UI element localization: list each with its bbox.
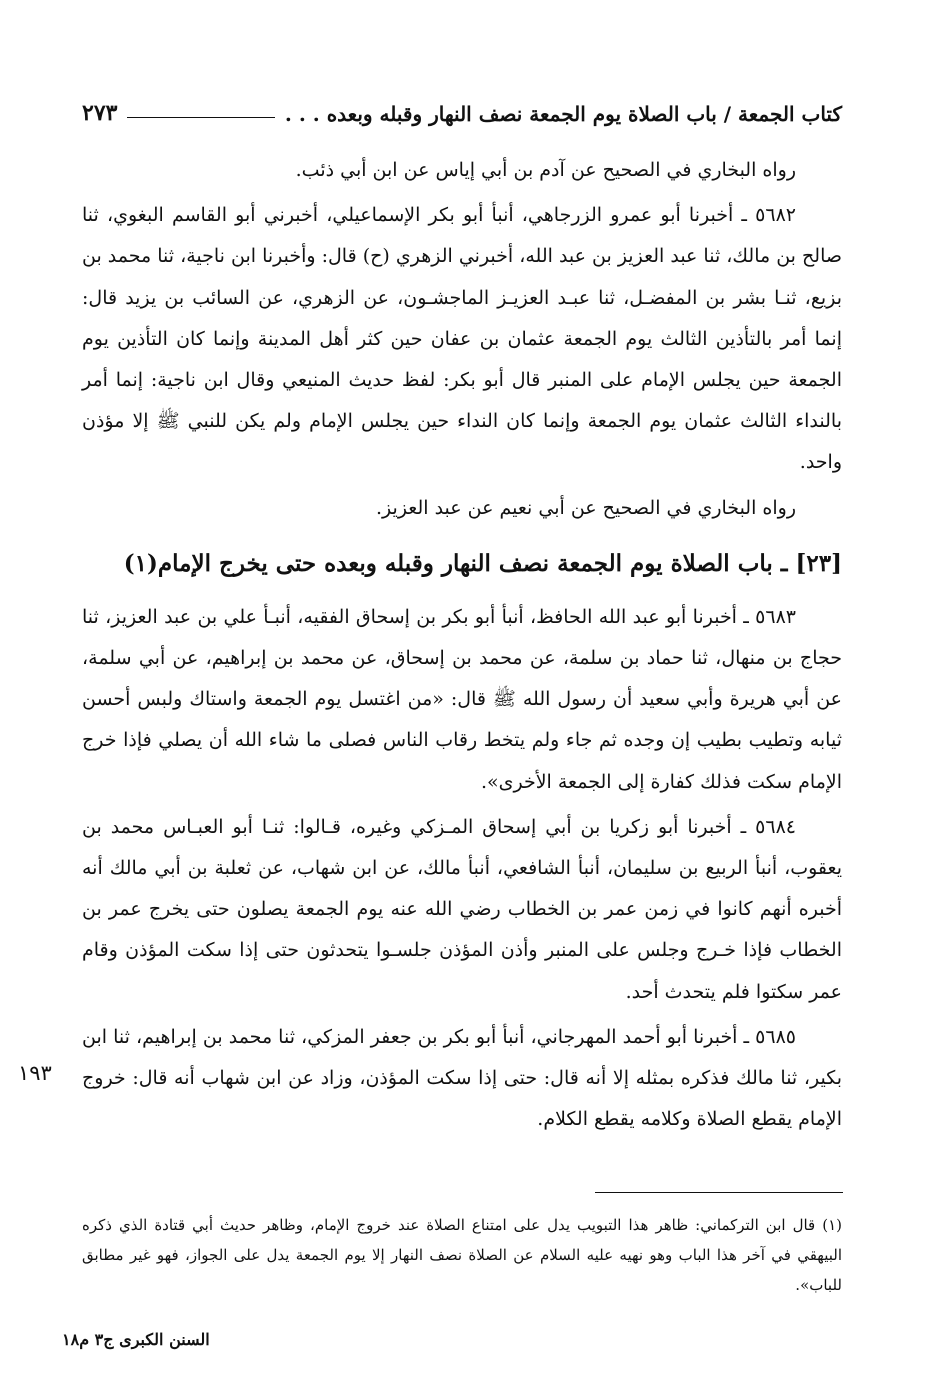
page-number: ٢٧٣ (82, 100, 118, 126)
paragraph-narration-1: رواه البخاري في الصحيح عن آدم بن أبي إياس عن ابن أبي ذئب. (295, 159, 796, 181)
chapter-heading: [٢٣] ـ باب الصلاة يوم الجمعة نصف النهار وقبله وبعده حتى يخرج الإمام(١) (123, 549, 842, 577)
margin-page-reference: ١٩٣ (18, 1061, 52, 1085)
footnote-divider (595, 1192, 843, 1193)
running-title: كتاب الجمعة / باب الصلاة يوم الجمعة نصف النهار وقبله وبعده . . . (284, 102, 842, 126)
paragraph-hadith-5685: ٥٦٨٥ ـ أخبرنا أبو أحمد المهرجاني، أنبأ أبو بكر بن جعفر المزكي، ثنا محمد بن إبراهيم، ثنا ابن بكير، ثنا مالك فذكره بمثله إلا أنه قال: حتى إذا سكت المؤذن، وزاد عن ابن شهاب أنه قال: خروج الإمام يقطع الصلاة وكلامه يقطع الكلام. (82, 1025, 842, 1131)
paragraph-hadith-5683: ٥٦٨٣ ـ أخبرنا أبو عبد الله الحافظ، أنبأ أبو بكر بن إسحاق الفقيه، أنبـأ علي بن عبد العزيز، ثنا حجاج بن منهال، ثنا حماد بن سلمة، عن محمد بن إسحاق، عن محمد بن إبراهيم، عن أبي سلمة، عن أبي هريرة وأبي سعيد أن رسول الله ﷺ قال: «من اغتسل يوم الجمعة واستاك ولبس أحسن ثيابه وتطيب بطيب إن وجده ثم جاء ولم يتخط رقاب الناس فصلى ما شاء الله أن يصلي فإذا خرج الإمام سكت فذلك كفارة إلى الجمعة الأخرى». (82, 605, 842, 793)
paragraph-hadith-5682: ٥٦٨٢ ـ أخبرنا أبو عمرو الزرجاهي، أنبأ أبو بكر الإسماعيلي، أخبرني أبو القاسم البغوي، ثنا صالح بن مالك، ثنا عبد العزيز بن عبد الله، أخبرني الزهري (ح) قال: وأخبرنا ابن ناجية، ثنا محمد بن بزيع، ثنـا بشر بن المفضـل، ثنا عبـد العزيـز الماجشـون، عن الزهري، عن السائب بن يزيد قال: إنما أمر بالتأذين الثالث يوم الجمعة عثمان بن عفان حين كثر أهل المدينة وإنما كان التأذين يوم الجمعة حين يجلس الإمام على المنبر قال أبو بكر: لفظ حديث المنيعي وقال ابن ناجية: إنما أمر بالنداء الثالث عثمان يوم الجمعة وإنما كان النداء حين يجلس الإمام ولم يكن للنبي ﷺ إلا مؤذن واحد. (82, 204, 842, 474)
header-rule (127, 117, 274, 118)
footnote-text: (١) قال ابن التركماني: ظاهر هذا التبويب يدل على امتناع الصلاة عند خروج الإمام، وظاهر حديث أبي قتادة الذي ذكره البيهقي في آخر هذا الباب وهو نهيه عليه السلام عن الصلاة نصف النهار إلا يوم الجمعة يدل على الجواز، فهو غير مطابق للباب». (82, 1216, 842, 1294)
footnote (82, 1210, 842, 1300)
page-header (82, 92, 842, 126)
paragraph-narration-2: رواه البخاري في الصحيح عن أبي نعيم عن عبد العزيز. (376, 496, 796, 519)
printer-signature: السنن الكبرى ج٣ م١٨ (62, 1330, 210, 1349)
paragraph-hadith-5684: ٥٦٨٤ ـ أخبرنا أبو زكريا بن أبي إسحاق المـزكي وغيره، قـالوا: ثنـا أبو العبـاس محمد بن يعقوب، أنبأ الربيع بن سليمان، أنبأ الشافعي، أنبأ مالك، عن ابن شهاب، عن ثعلبة بن أبي مالك أنه أخبره أنهم كانوا في زمن عمر بن الخطاب رضي الله عنه يوم الجمعة يصلون حتى يخرج عمر بن الخطاب فإذا خـرج وجلس على المنبر وأذن المؤذن جلسـوا يتحدثون حتى إذا سكت المؤذن وقام عمر سكتوا فلم يتحدث أحد. (82, 815, 842, 1003)
main-text (82, 150, 842, 1140)
